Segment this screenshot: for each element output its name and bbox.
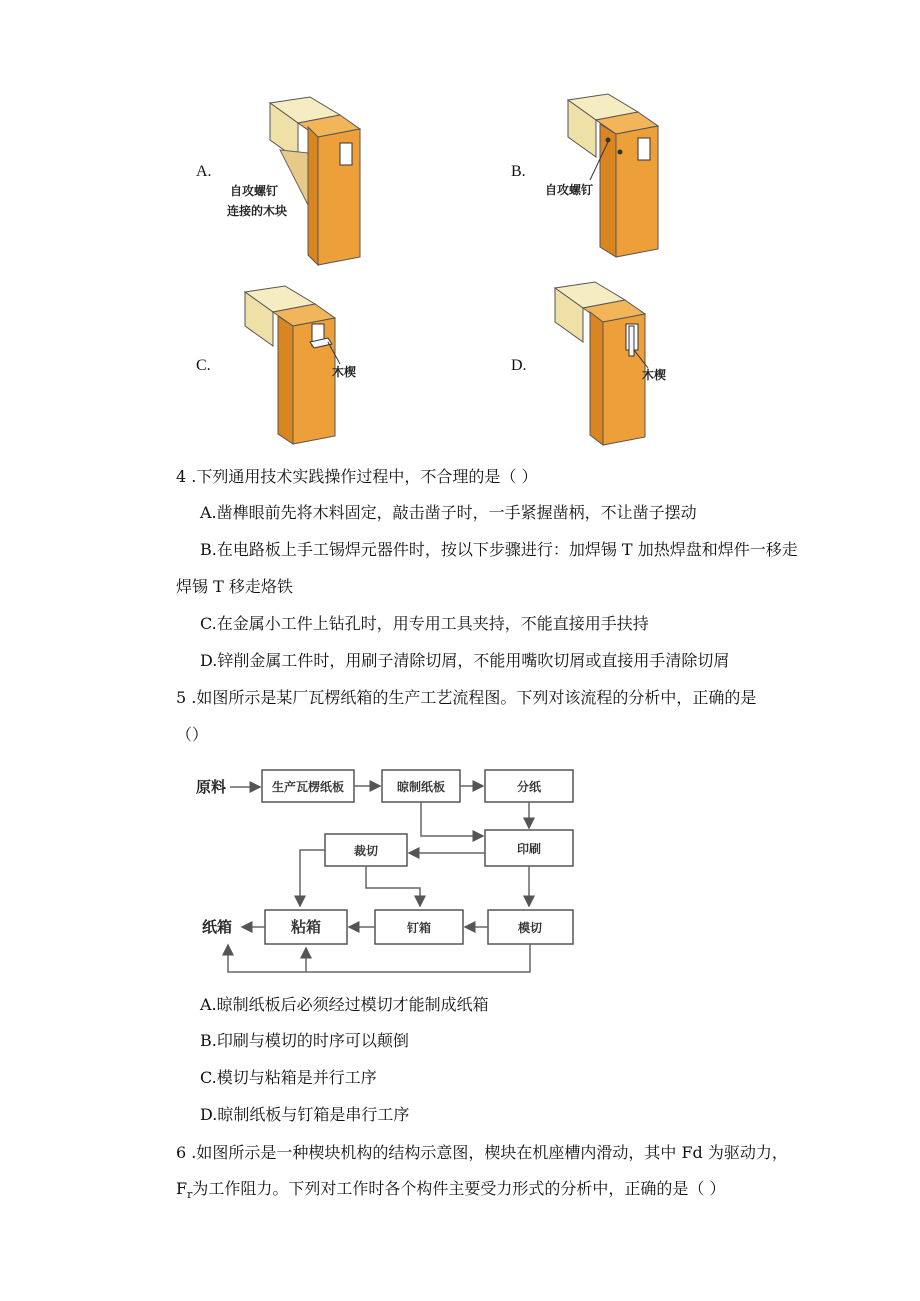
q5-stem-line1: 5 .如图所示是某厂瓦楞纸箱的生产工艺流程图。下列对该流程的分析中，正确的是: [176, 688, 757, 707]
flow-text-nail: 钉箱: [406, 921, 432, 935]
flow-text-glue: 粘箱: [290, 918, 322, 936]
q4-option-b-continued: 焊锡 T 移走烙铁: [176, 577, 293, 596]
option-label-c: C.: [196, 357, 211, 374]
flow-text-die: 模切: [517, 921, 543, 935]
option-label-b: B.: [511, 163, 526, 180]
q4-option-a: A.凿榫眼前先将木料固定，敲击凿子时，一手紧握凿柄，不让凿子摆动: [200, 503, 697, 522]
flow-text-print: 印刷: [516, 842, 542, 856]
q6-stem-line2: [176, 1179, 725, 1205]
option-label-a: A.: [196, 163, 212, 180]
q6-stem-line1: 6 .如图所示是一种楔块机构的结构示意图，楔块在机座槽内滑动，其中 Fd 为驱动力，: [176, 1143, 788, 1162]
annotation-c: [330, 362, 380, 386]
q4-option-c: C.在金属小工件上钻孔时，用专用工具夹持，不能直接用手扶持: [200, 614, 649, 633]
flow-end-label: 纸箱: [202, 918, 233, 936]
q6-stem-line2-text: 为工作阻力。下列对工作时各个构件主要受力形式的分析中，正确的是（ ）: [192, 1179, 726, 1198]
annotation-d-line1: 木楔: [642, 368, 667, 382]
q5-option-c: C.模切与粘箱是并行工序: [200, 1068, 377, 1087]
q5-option-b: B.印刷与模切的时序可以颠倒: [200, 1031, 409, 1050]
annotation-a-line2: 连接的木块: [227, 204, 288, 218]
q6-force-symbol: F: [176, 1179, 188, 1198]
option-label-d: D.: [511, 357, 527, 374]
annotation-c-line1: 木楔: [332, 365, 357, 379]
annotation-b: [543, 180, 623, 204]
flow-text-split: 分纸: [516, 780, 542, 794]
q6-force-subscript: r: [187, 1188, 193, 1202]
q4-stem: 4 .下列通用技术实践操作过程中，不合理的是（ ）: [176, 467, 538, 486]
flowchart: [190, 760, 590, 980]
flow-text-dry: 晾制纸板: [396, 780, 446, 794]
flow-text-cut: 裁切: [353, 844, 379, 858]
annotation-d: [640, 365, 690, 389]
annotation-a: [225, 180, 325, 230]
annotation-b-line1: 自攻螺钉: [545, 183, 594, 197]
flow-text-produce: 生产瓦楞纸板: [271, 780, 345, 794]
q5-option-d: D.晾制纸板与钉箱是串行工序: [200, 1105, 410, 1124]
annotation-a-line1: 自攻螺钉: [230, 184, 279, 198]
q5-option-a: A.晾制纸板后必须经过模切才能制成纸箱: [200, 995, 489, 1014]
q5-stem-line2: （）: [176, 725, 209, 744]
q4-option-d: D.锌削金属工件时，用刷子清除切屑，不能用嘴吹切屑或直接用手清除切屑: [200, 651, 730, 670]
q4-option-b: B.在电路板上手工锡焊元器件时，按以下步骤进行：加焊锡 T 加热焊盘和焊件一移走: [200, 540, 798, 559]
flow-start-label: 原料: [196, 778, 227, 796]
